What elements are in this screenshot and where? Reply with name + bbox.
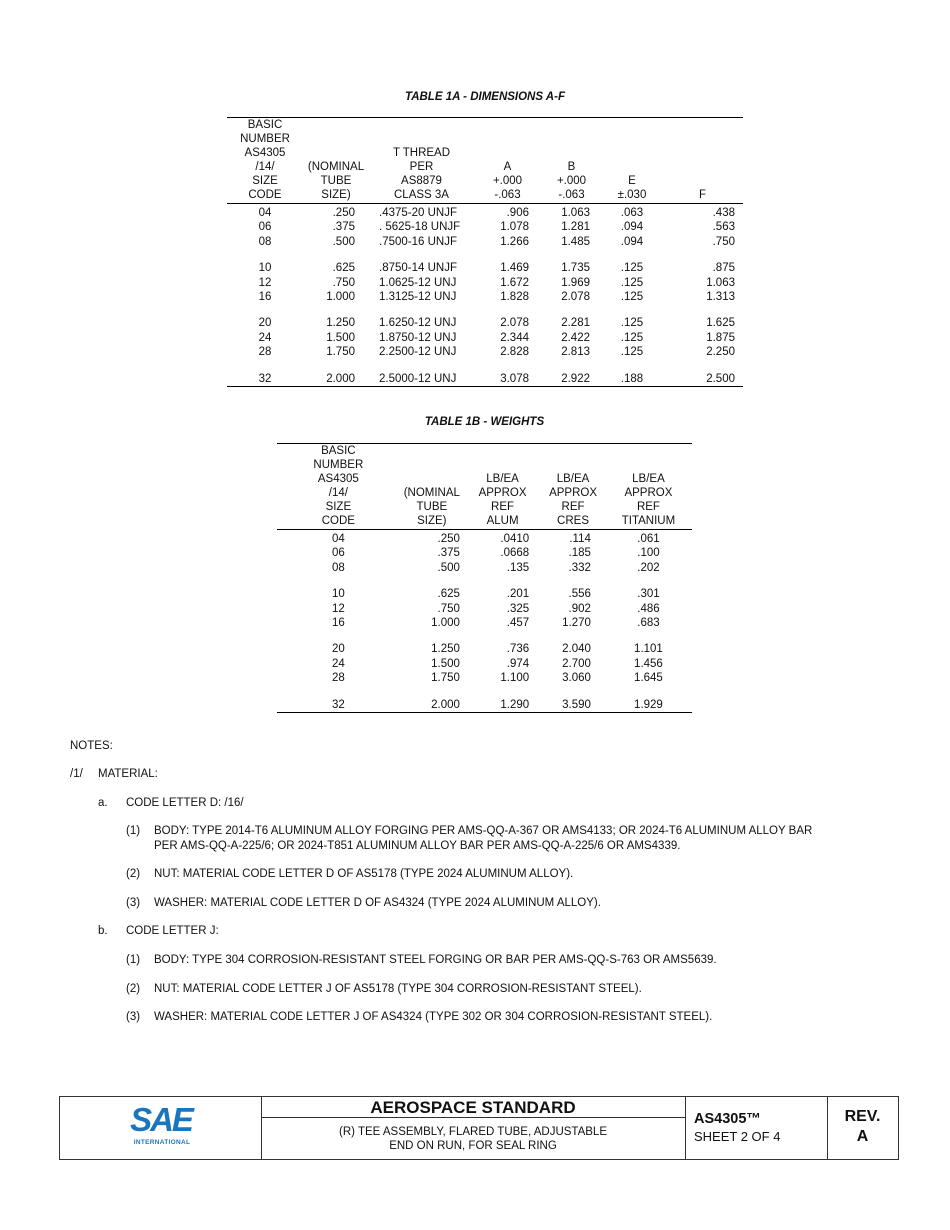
table-cell: 08 [331, 561, 345, 574]
header-line: +.000 [492, 175, 523, 187]
table-cell: 1.313 [706, 291, 735, 304]
note-a1-line1: BODY: TYPE 2014-T6 ALUMINUM ALLOY FORGING PER AMS-QQ-A-367 OR AMS4133; OR 2024-T6 ALUMINUM ALLOY BAR [154, 825, 813, 837]
table-cell: 1.290 [464, 698, 541, 713]
header-line: NUMBER [240, 133, 290, 145]
header-line: A [503, 161, 512, 173]
table-cell: .625 [437, 588, 460, 601]
table-cell: 1.875 [706, 331, 735, 344]
table-cell: 1.000 [326, 291, 355, 304]
table-row [227, 261, 743, 275]
table-cell: .202 [637, 561, 660, 574]
group-spacer [227, 304, 743, 316]
table-cell: .301 [637, 588, 660, 601]
table-cell: 2.344 [500, 331, 529, 344]
table-cell: 2.000 [400, 698, 464, 713]
table-cell: 24 [258, 331, 272, 344]
header-line: REF [561, 501, 585, 513]
document-title-line-2: END ON RUN, FOR SEAL RING [389, 1140, 557, 1152]
table-1a-header-col-2 [369, 118, 474, 204]
revision-label: REV. [844, 1108, 881, 1125]
header-line: AS4305 [244, 147, 286, 159]
table-cell: .100 [637, 547, 660, 560]
header-line: AS4305 [317, 473, 359, 485]
notes-heading: NOTES: [70, 740, 113, 752]
table-1b-header-col-0 [277, 444, 400, 530]
table-cell: 1.750 [431, 672, 460, 685]
table-cell: .201 [506, 588, 530, 601]
table-cell: 12 [331, 602, 345, 615]
table-row [227, 235, 743, 249]
note-b1-marker: (1) [126, 954, 141, 966]
table-cell: 1.625 [706, 317, 735, 330]
note-a2-line1: NUT: MATERIAL CODE LETTER D OF AS5178 (TYPE 2024 ALUMINUM ALLOY). [154, 868, 574, 880]
table-cell: 2.500 [662, 372, 743, 387]
table-cell: .125 [620, 331, 644, 344]
header-line: REF [636, 501, 660, 513]
table-cell: .125 [620, 291, 644, 304]
table-cell: .457 [506, 617, 530, 630]
table-cell: 10 [258, 262, 272, 275]
table-cell: .902 [568, 602, 591, 615]
table-row [277, 561, 692, 575]
table-row [277, 642, 692, 656]
table-cell: 1.469 [500, 262, 529, 275]
table-cell: 12 [258, 276, 272, 289]
table-row [277, 530, 692, 547]
table-cell: 06 [331, 547, 345, 560]
note-b3-line1: WASHER: MATERIAL CODE LETTER J OF AS4324 (TYPE 302 OR 304 CORROSION-RESISTANT STEEL). [154, 1011, 713, 1023]
note-b2-line1: NUT: MATERIAL CODE LETTER J OF AS5178 (TYPE 304 CORROSION-RESISTANT STEEL). [154, 983, 642, 995]
table-cell: 32 [277, 698, 400, 713]
header-line: NUMBER [313, 459, 364, 471]
table-cell: .736 [506, 643, 530, 656]
table-cell: 04 [258, 207, 272, 219]
table-cell: .556 [568, 588, 591, 601]
table-cell: 1.101 [634, 643, 663, 656]
header-line: -.063 [558, 189, 585, 201]
table-cell: .250 [437, 533, 460, 545]
header-line: BASIC [247, 119, 283, 131]
table-1b-wrapper [277, 443, 692, 713]
document-number: AS4305™ [694, 1111, 761, 1127]
table-cell: .0668 [500, 547, 530, 560]
header-line: TUBE [320, 175, 352, 187]
table-cell: 1.485 [561, 235, 590, 248]
document-title-line-1: (R) TEE ASSEMBLY, FLARED TUBE, ADJUSTABLE [339, 1126, 607, 1138]
table-cell: 2.250 [706, 346, 735, 359]
table-row [277, 698, 692, 713]
table-row [227, 345, 743, 359]
table-1b-header-col-1 [400, 444, 464, 530]
table-cell: .500 [437, 561, 460, 574]
header-line: APPROX [478, 487, 527, 499]
sae-logo-subtitle: INTERNATIONAL [133, 1139, 191, 1146]
header-line: PER [409, 161, 434, 173]
table-cell: 2.828 [500, 346, 529, 359]
table-cell: 16 [331, 617, 345, 630]
table-row [277, 602, 692, 616]
table-cell: 2.078 [561, 291, 590, 304]
table-cell: 1.750 [326, 346, 355, 359]
table-cell: 10 [331, 588, 345, 601]
table-1a-header-col-0 [227, 118, 303, 204]
table-row [277, 671, 692, 685]
note-1-label: MATERIAL: [98, 768, 158, 780]
header-line: F [698, 189, 707, 201]
table-1b-title: TABLE 1B - WEIGHTS [424, 416, 545, 428]
table-cell: .125 [620, 276, 644, 289]
header-line: TITANIUM [621, 515, 676, 527]
header-line: SIZE [325, 501, 352, 513]
group-spacer [277, 575, 692, 587]
header-line: REF [491, 501, 515, 513]
table-row [277, 546, 692, 560]
header-line: (NOMINAL [307, 161, 365, 173]
table-cell: .125 [620, 262, 644, 275]
table-row [227, 290, 743, 304]
group-spacer [227, 249, 743, 261]
table-cell: 2.281 [561, 317, 590, 330]
header-line: BASIC [321, 445, 356, 457]
table-cell: 1.500 [326, 331, 355, 344]
table-cell: 24 [331, 657, 345, 670]
table-cell: 1.456 [634, 657, 663, 670]
table-cell: .114 [569, 533, 591, 545]
table-cell: 32 [227, 372, 303, 387]
table-1a-title: TABLE 1A - DIMENSIONS A-F [405, 91, 565, 103]
header-line: ±.030 [617, 189, 647, 201]
table-cell: 1.266 [500, 235, 529, 248]
title-block-divider [685, 1097, 686, 1159]
table-cell: 1.969 [561, 276, 590, 289]
header-line: -.063 [494, 189, 521, 201]
note-b2-marker: (2) [126, 983, 141, 995]
table-cell: 1.063 [706, 276, 735, 289]
header-line: TUBE [416, 501, 448, 513]
table-cell: 1.735 [561, 262, 590, 275]
table-cell: 28 [258, 346, 272, 359]
table-cell: 1.250 [326, 317, 355, 330]
table-cell: 1.828 [500, 291, 529, 304]
table-cell: 20 [258, 317, 272, 330]
header-line: AS8879 [401, 175, 442, 187]
table-1b [277, 443, 692, 713]
table-cell: .438 [712, 207, 735, 219]
title-block-hrule [261, 1117, 685, 1118]
revision-block [827, 1107, 898, 1147]
table-cell: .4375-20 UNJF [379, 207, 457, 219]
note-b3-marker: (3) [126, 1011, 141, 1023]
table-1a-header-col-6 [662, 118, 743, 204]
sae-logo [60, 1103, 261, 1153]
table-cell: 1.929 [605, 698, 692, 713]
table-cell: .250 [332, 207, 355, 219]
table-cell: .375 [332, 221, 355, 234]
table-cell: .7500-16 UNJF [379, 235, 457, 248]
note-b1-line1: BODY: TYPE 304 CORROSION-RESISTANT STEEL FORGING OR BAR PER AMS-QQ-S-763 OR AMS5639. [154, 954, 717, 966]
table-row [227, 204, 743, 221]
table-cell: 1.250 [431, 643, 460, 656]
header-line: /14/ [328, 487, 348, 499]
header-line: LB/EA [486, 473, 519, 485]
table-cell: 1.645 [634, 672, 663, 685]
table-cell: 1.672 [500, 276, 529, 289]
table-cell: 1.6250-12 UNJ [379, 317, 457, 330]
table-cell: .135 [506, 561, 530, 574]
table-cell: .125 [620, 346, 644, 359]
table-cell: 20 [331, 643, 345, 656]
table-cell: 1.270 [562, 617, 591, 630]
table-cell: 2.078 [500, 317, 529, 330]
table-cell: 3.078 [474, 372, 541, 387]
table-1b-header-col-4 [605, 444, 692, 530]
table-cell: 08 [258, 235, 272, 248]
table-cell: 1.100 [500, 672, 530, 685]
table-cell: .750 [437, 602, 460, 615]
header-line: CLASS 3A [394, 189, 449, 201]
table-cell: .563 [712, 221, 735, 234]
group-spacer [277, 630, 692, 642]
table-cell: .185 [568, 547, 591, 560]
table-cell: 1.281 [561, 221, 590, 234]
table-cell: .125 [620, 317, 644, 330]
note-b-label: CODE LETTER J: [126, 925, 219, 937]
table-cell: 3.590 [541, 698, 605, 713]
table-1a-header-col-1 [303, 118, 369, 204]
table-cell: .875 [712, 262, 735, 275]
sae-logo-mark: SAE [130, 1101, 192, 1138]
note-a1-marker: (1) [126, 825, 141, 837]
header-line: CRES [557, 515, 589, 527]
table-cell: .625 [332, 262, 355, 275]
table-1a-header-col-5 [602, 118, 662, 204]
note-1-marker: /1/ [70, 768, 83, 780]
table-cell: .094 [620, 235, 644, 248]
table-1a-header-col-4 [541, 118, 602, 204]
note-a3-line1: WASHER: MATERIAL CODE LETTER D OF AS4324 (TYPE 2024 ALUMINUM ALLOY). [154, 897, 601, 909]
standard-title: AEROSPACE STANDARD [370, 1098, 576, 1117]
table-cell: .325 [506, 602, 530, 615]
title-block [59, 1096, 899, 1160]
note-a-marker: a. [98, 797, 108, 809]
group-spacer [277, 686, 692, 698]
table-cell: 04 [331, 533, 345, 545]
table-cell: .750 [712, 235, 735, 248]
table-cell: 06 [258, 221, 272, 234]
header-line: CODE [321, 515, 355, 527]
header-line: B [567, 161, 576, 173]
table-cell: 16 [258, 291, 272, 304]
table-cell: 1.500 [431, 657, 460, 670]
header-line: SIZE [252, 175, 278, 187]
table-cell: 2.922 [541, 372, 602, 387]
table-1b-header-col-3 [541, 444, 605, 530]
table-cell: . 5625-18 UNJF [379, 221, 461, 234]
table-cell: 1.078 [500, 221, 529, 234]
header-line: T THREAD [392, 147, 451, 159]
header-line: (NOMINAL [403, 487, 460, 499]
table-cell: .188 [602, 372, 662, 387]
revision-value: A [856, 1128, 869, 1145]
table-cell: .486 [637, 602, 660, 615]
table-cell: .061 [637, 533, 660, 545]
note-b-marker: b. [98, 925, 108, 937]
table-cell: .375 [437, 547, 460, 560]
table-cell: 1.063 [561, 207, 590, 219]
table-row [277, 657, 692, 671]
header-line: E [628, 175, 636, 187]
table-cell: 2.000 [303, 372, 369, 387]
table-cell: 2.5000-12 UNJ [369, 372, 474, 387]
table-cell: .094 [620, 221, 644, 234]
note-a1-line2: PER AMS-QQ-A-225/6; OR 2024-T851 ALUMINUM ALLOY BAR PER AMS-QQ-A-225/6 OR AMS4339. [154, 840, 681, 852]
table-cell: .906 [506, 207, 529, 219]
note-a-label: CODE LETTER D: /16/ [126, 797, 244, 809]
header-line: /14/ [255, 161, 275, 173]
group-spacer [227, 360, 743, 372]
table-cell: 2.813 [561, 346, 590, 359]
header-line: LB/EA [632, 473, 665, 485]
table-cell: 2.040 [562, 643, 591, 656]
table-cell: 28 [331, 672, 345, 685]
table-1a [227, 117, 743, 387]
header-line: +.000 [556, 175, 587, 187]
header-line: ALUM [486, 515, 519, 527]
sheet-number: SHEET 2 OF 4 [694, 1129, 781, 1144]
note-a2-marker: (2) [126, 868, 141, 880]
table-1b-header-col-2 [464, 444, 541, 530]
table-cell: .0410 [500, 533, 530, 545]
table-row [277, 616, 692, 630]
table-1a-header-col-3 [474, 118, 541, 204]
table-cell: .974 [506, 657, 530, 670]
table-cell: 2.422 [561, 331, 590, 344]
table-row [227, 331, 743, 345]
note-a3-marker: (3) [126, 897, 141, 909]
table-cell: 3.060 [562, 672, 591, 685]
header-line: APPROX [624, 487, 673, 499]
table-cell: 2.700 [562, 657, 591, 670]
table-cell: 1.8750-12 UNJ [379, 331, 457, 344]
table-cell: .500 [332, 235, 355, 248]
table-cell: .332 [568, 561, 591, 574]
table-cell: 2.2500-12 UNJ [379, 346, 457, 359]
table-row [227, 316, 743, 330]
table-cell: 1.3125-12 UNJ [379, 291, 457, 304]
table-cell: 1.0625-12 UNJ [379, 276, 457, 289]
header-line: SIZE) [321, 189, 351, 201]
table-1a-wrapper [227, 117, 743, 387]
table-row [277, 587, 692, 601]
table-cell: .750 [332, 276, 355, 289]
table-row [227, 372, 743, 387]
table-cell: .8750-14 UNJF [379, 262, 457, 275]
table-cell: 1.000 [431, 617, 460, 630]
header-line: APPROX [549, 487, 597, 499]
header-line: CODE [248, 189, 282, 201]
table-row [227, 220, 743, 234]
table-row [227, 276, 743, 290]
header-line: LB/EA [556, 473, 590, 485]
header-line: SIZE) [417, 515, 447, 527]
document-title [261, 1125, 685, 1153]
table-cell: .063 [620, 207, 644, 219]
table-cell: .683 [637, 617, 660, 630]
